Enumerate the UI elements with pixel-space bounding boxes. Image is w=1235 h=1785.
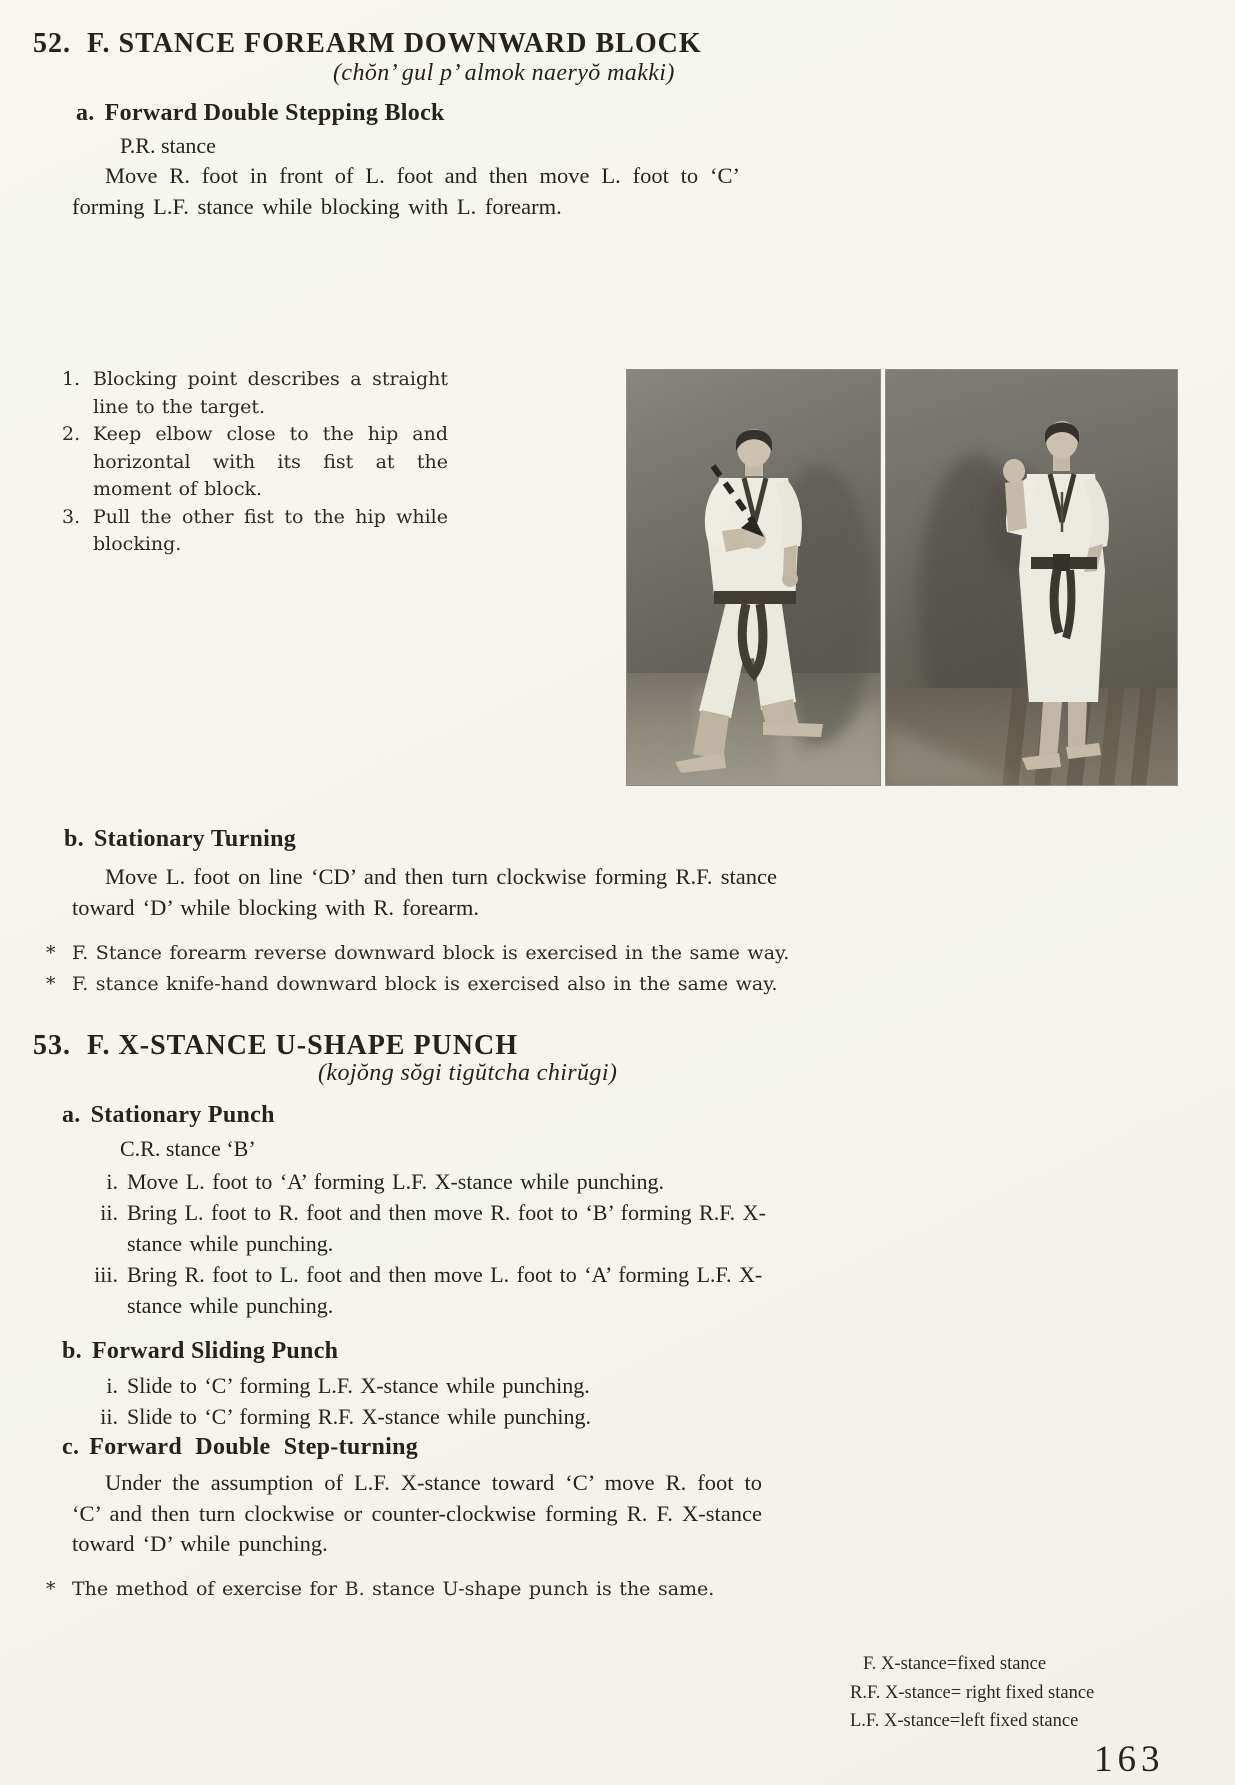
key-point-2-number: 2. xyxy=(62,423,81,445)
subsection-53a-label: a. xyxy=(62,1102,81,1128)
section-52-number: 52. xyxy=(33,28,71,59)
footnote-53-text: The method of exercise for B. stance U-shape punch is the same. xyxy=(72,1578,715,1600)
subsection-53c-title: Forward Double Step-turning xyxy=(89,1434,419,1460)
subsection-53b-label: b. xyxy=(62,1338,82,1364)
asterisk-marker: * xyxy=(46,1578,56,1600)
section-52-title: F. STANCE FOREARM DOWNWARD BLOCK xyxy=(87,28,702,59)
step-text: Bring L. foot to R. foot and then move R. foot to ‘B’ forming R.F. X-stance while punching. xyxy=(127,1200,766,1256)
footnote-52-2 xyxy=(46,971,791,998)
subsection-53b-heading xyxy=(62,1338,338,1365)
legend-line-1: F. X-stance=fixed stance xyxy=(863,1654,1047,1674)
step-53a-i xyxy=(74,1166,774,1197)
figure-photo-raised-fist-stance xyxy=(886,370,1177,785)
subsection-52b-label: b. xyxy=(64,826,84,852)
step-number: ii. xyxy=(100,1404,118,1429)
step-53b-i xyxy=(74,1370,774,1401)
subsection-53a-stance: C.R. stance ‘B’ xyxy=(120,1136,256,1161)
footnote-52-2-text: F. stance knife-hand downward block is exercised also in the same way. xyxy=(72,973,778,995)
photo-grain xyxy=(886,370,1177,785)
subsection-53c-heading xyxy=(62,1434,418,1461)
figure-photo-downward-block xyxy=(627,370,880,785)
steps-53b xyxy=(74,1370,774,1432)
legend-line-2: R.F. X-stance= right fixed stance xyxy=(850,1682,1095,1703)
subsection-53a-title: Stationary Punch xyxy=(90,1102,275,1128)
step-number: i. xyxy=(106,1169,118,1194)
subsection-52a-heading xyxy=(76,100,445,127)
section-53-romanization: (kojŏng sŏgi tigŭtcha chirŭgi) xyxy=(318,1060,618,1086)
subsection-52a-body: Move R. foot in front of L. foot and then move L. foot to ‘C’ forming L.F. stance while blocking with L. forearm. xyxy=(72,163,740,219)
subsection-52b-title: Stationary Turning xyxy=(93,826,297,852)
subsection-52a-label: a. xyxy=(76,100,95,126)
step-text: Bring R. foot to L. foot and then move L. foot to ‘A’ forming L.F. X-stance while punching. xyxy=(127,1262,763,1318)
step-53a-iii xyxy=(74,1259,774,1321)
key-point-1 xyxy=(62,366,448,421)
steps-53a xyxy=(74,1166,774,1321)
step-number: ii. xyxy=(100,1200,118,1225)
section-53-number: 53. xyxy=(33,1030,71,1061)
footnote-52-1-text: F. Stance forearm reverse downward block is exercised in the same way. xyxy=(72,942,790,964)
subsection-52b-body: Move L. foot on line ‘CD’ and then turn clockwise forming R.F. stance toward ‘D’ while blocking with R. forearm. xyxy=(72,864,777,920)
section-52-romanization: (chŏn’ gul p’ almok naeryŏ makki) xyxy=(333,60,675,86)
footnote-52-1 xyxy=(46,940,791,967)
section-53-title: F. X-STANCE U-SHAPE PUNCH xyxy=(87,1030,519,1061)
key-points-list xyxy=(62,366,448,559)
subsection-53b-title: Forward Sliding Punch xyxy=(91,1338,339,1364)
step-53a-ii xyxy=(74,1197,774,1259)
step-text: Move L. foot to ‘A’ forming L.F. X-stance while punching. xyxy=(127,1169,665,1194)
subsection-52a-stance: P.R. stance xyxy=(120,133,216,158)
asterisk-marker: * xyxy=(46,973,56,995)
section-53-heading xyxy=(33,1030,518,1062)
step-text: Slide to ‘C’ forming L.F. X-stance while punching. xyxy=(127,1373,590,1398)
photo-grain xyxy=(627,370,880,785)
step-number: iii. xyxy=(94,1262,118,1287)
step-number: i. xyxy=(106,1373,118,1398)
step-53b-ii xyxy=(74,1401,774,1432)
subsection-53c-label: c. xyxy=(62,1434,80,1460)
legend-line-3: L.F. X-stance=left fixed stance xyxy=(850,1711,1079,1731)
key-point-1-number: 1. xyxy=(62,368,81,390)
section-52-heading xyxy=(33,28,702,60)
asterisk-marker: * xyxy=(46,942,56,964)
subsection-52b-heading xyxy=(64,826,296,853)
key-point-3 xyxy=(62,504,448,559)
key-point-1-text: Blocking point describes a straight line to the target. xyxy=(93,368,448,418)
page-number: 163 xyxy=(1094,1739,1165,1780)
subsection-53c-body: Under the assumption of L.F. X-stance toward ‘C’ move R. foot to ‘C’ and then turn clockwise or counter-clockwise forming R. F. X-stance toward ‘D’ while punching. xyxy=(72,1470,762,1556)
key-point-3-text: Pull the other fist to the hip while blocking. xyxy=(93,505,448,555)
subsection-53a-heading xyxy=(62,1102,275,1129)
key-point-2-text: Keep elbow close to the hip and horizontal with its fist at the moment of block. xyxy=(93,423,448,500)
footnote-53 xyxy=(46,1576,766,1603)
key-point-2 xyxy=(62,421,448,504)
subsection-52a-title: Forward Double Stepping Block xyxy=(104,100,445,126)
step-text: Slide to ‘C’ forming R.F. X-stance while punching. xyxy=(127,1404,591,1429)
abbreviation-legend xyxy=(850,1650,1094,1736)
key-point-3-number: 3. xyxy=(62,505,81,528)
